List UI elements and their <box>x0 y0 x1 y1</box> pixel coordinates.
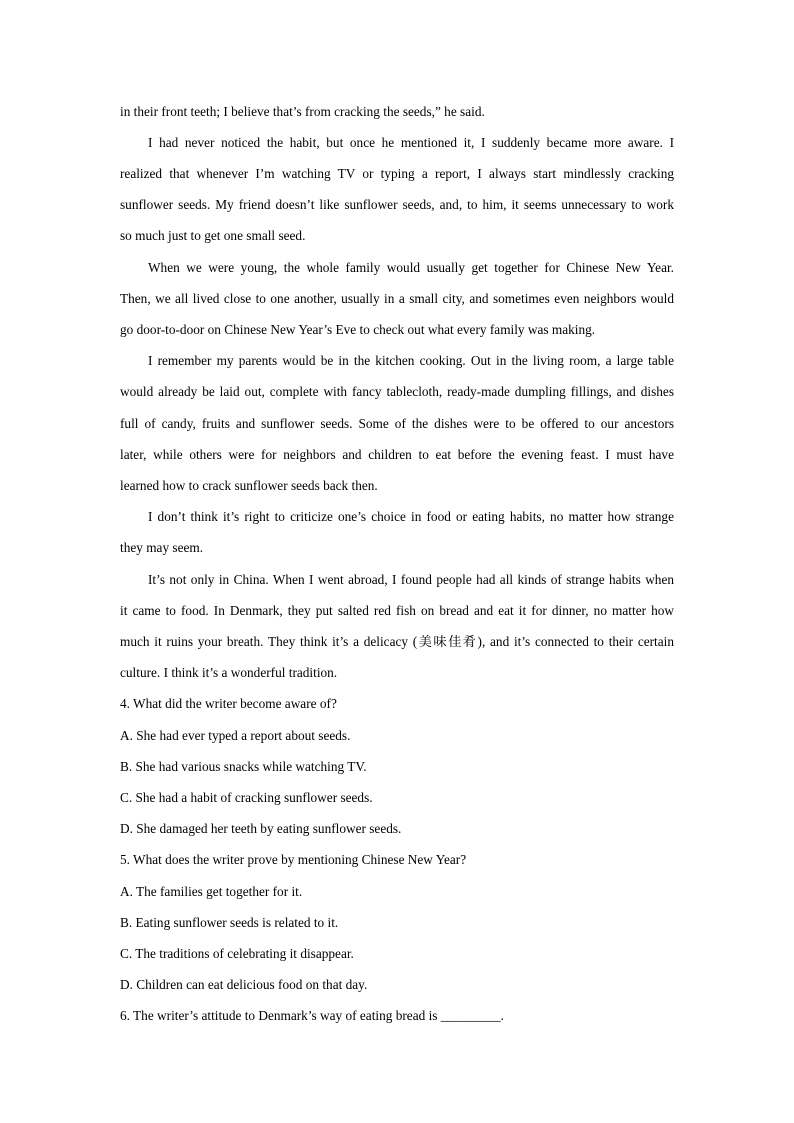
passage-line: full of candy, fruits and sunflower seeds. Some of the dishes were to be offered to our ancestors <box>120 416 674 431</box>
question-5-option-c: C. The traditions of celebrating it disappear. <box>120 946 354 961</box>
passage-line: It’s not only in China. When I went abroad, I found people had all kinds of strange habits when <box>148 572 674 587</box>
question-5-option-a: A. The families get together for it. <box>120 884 303 899</box>
passage-line: would already be laid out, complete with fancy tablecloth, ready-made dumpling fillings, and dishes <box>120 384 674 399</box>
passage-line: I don’t think it’s right to criticize one’s choice in food or eating habits, no matter how strange <box>148 509 674 524</box>
passage-line: sunflower seeds. My friend doesn’t like sunflower seeds, and, to him, it seems unnecessary to work <box>120 197 674 212</box>
passage-line: I remember my parents would be in the kitchen cooking. Out in the living room, a large table <box>148 353 674 368</box>
passage-line: much it ruins your breath. They think it’s a delicacy (美味佳肴), and it’s connected to their certain <box>120 634 674 649</box>
passage-line: I had never noticed the habit, but once he mentioned it, I suddenly became more aware. I <box>148 135 674 150</box>
passage-line: Then, we all lived close to one another, usually in a small city, and sometimes even neighbors would <box>120 291 674 306</box>
passage-line: go door-to-door on Chinese New Year’s Eve to check out what every family was making. <box>120 322 596 337</box>
passage-line: they may seem. <box>120 540 204 555</box>
question-4-option-c: C. She had a habit of cracking sunflower seeds. <box>120 790 373 805</box>
passage-line: so much just to get one small seed. <box>120 228 306 243</box>
passage-line: in their front teeth; I believe that’s from cracking the seeds,” he said. <box>120 104 485 119</box>
passage-line: When we were young, the whole family would usually get together for Chinese New Year. <box>148 260 674 275</box>
question-5-option-b: B. Eating sunflower seeds is related to it. <box>120 915 339 930</box>
question-5-stem: 5. What does the writer prove by mentioning Chinese New Year? <box>120 852 467 867</box>
passage-line: realized that whenever I’m watching TV or typing a report, I always start mindlessly cracking <box>120 166 674 181</box>
question-4-stem: 4. What did the writer become aware of? <box>120 696 337 711</box>
passage-line: later, while others were for neighbors and children to eat before the evening feast. I must have <box>120 447 674 462</box>
question-4-option-d: D. She damaged her teeth by eating sunflower seeds. <box>120 821 402 836</box>
passage-line: it came to food. In Denmark, they put salted red fish on bread and eat it for dinner, no matter how <box>120 603 674 618</box>
question-4-option-a: A. She had ever typed a report about seeds. <box>120 728 351 743</box>
question-4-option-b: B. She had various snacks while watching TV. <box>120 759 367 774</box>
question-5-option-d: D. Children can eat delicious food on that day. <box>120 977 368 992</box>
question-6-stem: 6. The writer’s attitude to Denmark’s way of eating bread is _________. <box>120 1008 504 1023</box>
passage-line: learned how to crack sunflower seeds back then. <box>120 478 378 493</box>
passage-line: culture. I think it’s a wonderful tradition. <box>120 665 338 680</box>
